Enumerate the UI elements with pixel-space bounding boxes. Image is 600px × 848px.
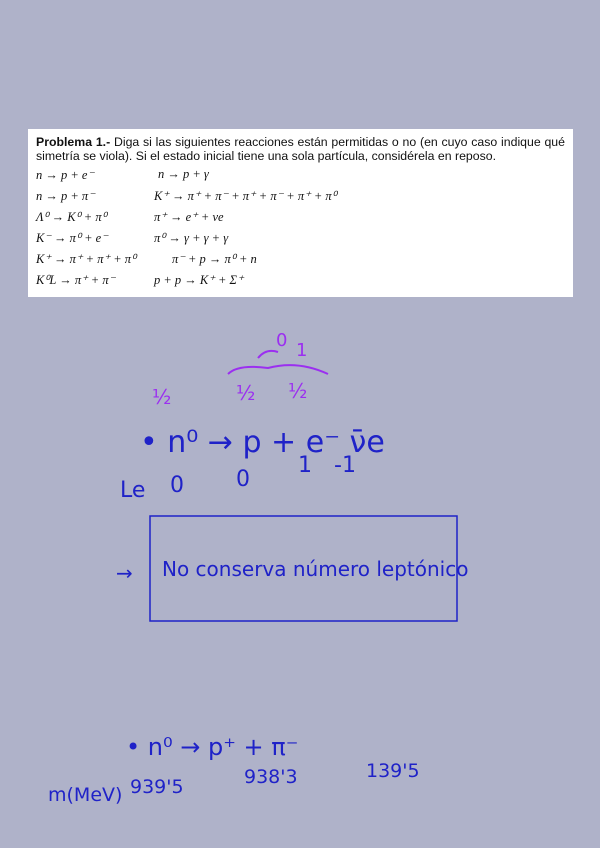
lepton-value-4: -1 bbox=[334, 453, 356, 478]
conclusion-arrow: → bbox=[116, 561, 133, 585]
reaction-right-3: π⁺ → e⁺ + νe bbox=[154, 210, 224, 224]
reaction-left-6: K⁰L → π⁺ + π⁻ bbox=[36, 273, 116, 287]
reaction-right-6: p + p → K⁺ + Σ⁺ bbox=[154, 273, 244, 287]
reaction-left-2: n → p + π⁻ bbox=[36, 189, 95, 203]
conclusion-text: No conserva número leptónico bbox=[162, 557, 469, 581]
reaction-left-4: K⁻ → π⁰ + e⁻ bbox=[36, 231, 108, 245]
spin-mid-half: ½ bbox=[236, 381, 256, 405]
lepton-row-label: Le bbox=[120, 478, 146, 503]
handwritten-reaction-2: • n⁰ → p⁺ + π⁻ bbox=[126, 733, 299, 761]
reaction-right-1: n → p + γ bbox=[158, 167, 209, 181]
reaction-left-1: n → p + e⁻ bbox=[36, 168, 95, 182]
lepton-value-1: 0 bbox=[170, 473, 184, 498]
spin-top-zero: 0 bbox=[276, 330, 288, 351]
reaction-right-5: π⁻ + p → π⁰ + n bbox=[172, 252, 257, 266]
problem-title: Problema 1.- bbox=[36, 135, 111, 149]
spin-top-one: 1 bbox=[296, 340, 308, 361]
spin-brace bbox=[228, 365, 328, 374]
lepton-value-2: 0 bbox=[236, 467, 250, 492]
mass-proton: 938'3 bbox=[244, 766, 298, 788]
reaction-left-5: K⁺ → π⁺ + π⁺ + π⁰ bbox=[36, 252, 137, 266]
mass-neutron: 939'5 bbox=[130, 776, 184, 798]
reaction-left-3: Λ⁰ → K⁰ + π⁰ bbox=[36, 210, 107, 224]
lepton-value-3: 1 bbox=[298, 453, 312, 478]
mass-label: m(MeV) bbox=[48, 784, 123, 806]
spin-left-half: ½ bbox=[152, 385, 172, 409]
problem-statement: Diga si las siguientes reacciones están permitidas o no (en cuyo caso indique qué simetría se viola). Si el estado inicial tiene una sola partícula, considérela en reposo. bbox=[36, 135, 565, 163]
reaction-right-4: π⁰ → γ + γ + γ bbox=[154, 231, 229, 245]
spin-arrow bbox=[258, 351, 278, 358]
mass-pion: 139'5 bbox=[366, 760, 420, 782]
spin-right-half: ½ bbox=[288, 379, 308, 403]
handwritten-reaction-1: • n⁰ → p + e⁻ ν̄e bbox=[140, 425, 385, 460]
reaction-right-2: K⁺ → π⁺ + π⁻ + π⁺ + π⁻ + π⁺ + π⁰ bbox=[154, 189, 337, 203]
